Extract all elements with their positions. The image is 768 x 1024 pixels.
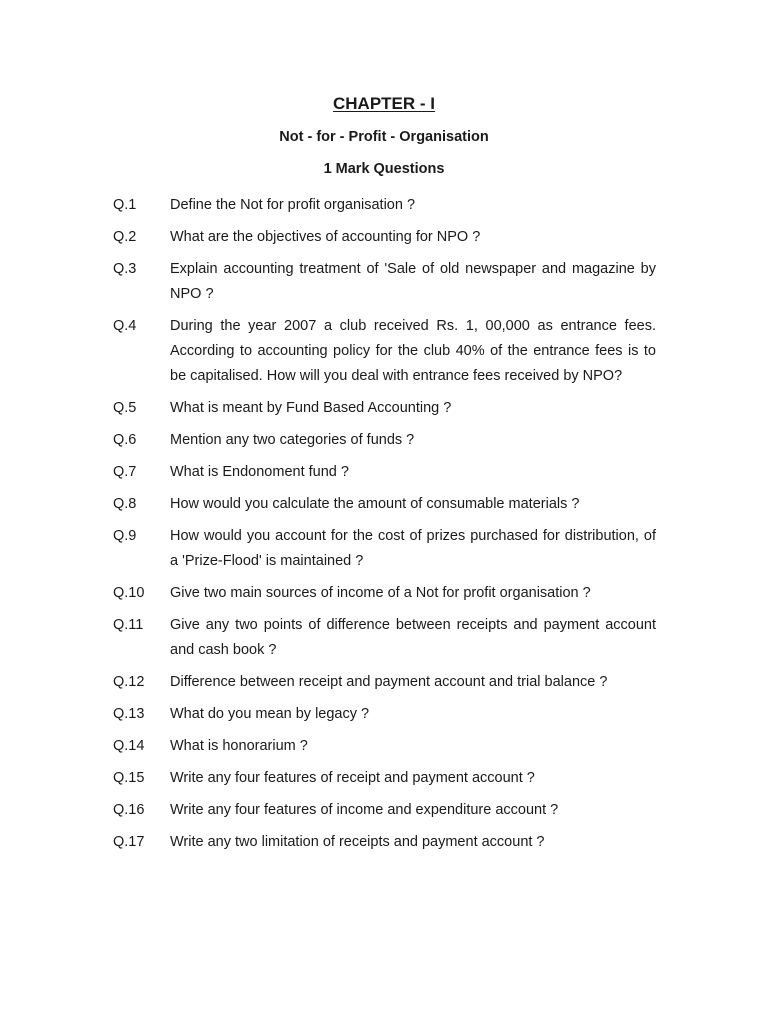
question-text: How would you calculate the amount of consumable materials ? <box>170 496 580 512</box>
question-list <box>113 193 656 862</box>
question-item <box>113 257 656 307</box>
question-text: Difference between receipt and payment account and trial balance ? <box>170 674 608 690</box>
question-number: Q.4 <box>113 318 137 334</box>
question-number: Q.8 <box>113 496 137 512</box>
question-text: During the year 2007 a club received Rs. 1, 00,000 as entrance fees. According to accounting policy for the club 40% of the entrance fees is to be capitalised. How will you deal with entrance fees received by NPO? <box>170 318 656 384</box>
question-number: Q.17 <box>113 834 145 850</box>
section-title: 1 Mark Questions <box>323 161 445 177</box>
question-number: Q.5 <box>113 400 137 416</box>
question-text: Write any two limitation of receipts and payment account ? <box>170 834 545 850</box>
chapter-title: CHAPTER - I <box>333 94 435 113</box>
question-item <box>113 193 656 218</box>
question-text: What is meant by Fund Based Accounting ? <box>170 400 452 416</box>
question-number: Q.9 <box>113 528 137 544</box>
question-text: Write any four features of receipt and payment account ? <box>170 770 535 786</box>
question-number: Q.14 <box>113 738 145 754</box>
question-text: What do you mean by legacy ? <box>170 706 370 722</box>
question-number: Q.6 <box>113 432 137 448</box>
question-number: Q.3 <box>113 261 137 277</box>
question-item <box>113 428 656 453</box>
question-item <box>113 766 656 791</box>
question-item <box>113 492 656 517</box>
question-text: Give two main sources of income of a Not for profit organisation ? <box>170 585 591 601</box>
question-number: Q.11 <box>113 617 144 633</box>
question-item <box>113 734 656 759</box>
question-number: Q.10 <box>113 585 145 601</box>
question-item <box>113 225 656 250</box>
question-text: Write any four features of income and expenditure account ? <box>170 802 559 818</box>
question-item <box>113 524 656 574</box>
question-text: What are the objectives of accounting for NPO ? <box>170 229 481 245</box>
question-number: Q.7 <box>113 464 137 480</box>
question-text: What is Endonoment fund ? <box>170 464 349 480</box>
question-number: Q.1 <box>113 197 137 213</box>
question-number: Q.13 <box>113 706 145 722</box>
question-item <box>113 702 656 727</box>
question-text: Give any two points of difference between receipts and payment account and cash book ? <box>170 617 656 658</box>
question-item <box>113 460 656 485</box>
question-item <box>113 613 656 663</box>
question-text: Explain accounting treatment of 'Sale of old newspaper and magazine by NPO ? <box>170 261 656 302</box>
question-number: Q.15 <box>113 770 145 786</box>
question-text: What is honorarium ? <box>170 738 308 754</box>
question-text: Mention any two categories of funds ? <box>170 432 415 448</box>
question-item <box>113 830 656 855</box>
question-number: Q.2 <box>113 229 137 245</box>
question-number: Q.12 <box>113 674 145 690</box>
question-item <box>113 670 656 695</box>
question-number: Q.16 <box>113 802 145 818</box>
chapter-subtitle: Not - for - Profit - Organisation <box>279 129 489 145</box>
question-text: How would you account for the cost of prizes purchased for distribution, of a 'Prize-Flood' is maintained ? <box>170 528 656 569</box>
question-item <box>113 396 656 421</box>
question-item <box>113 581 656 606</box>
question-text: Define the Not for profit organisation ? <box>170 197 416 213</box>
question-item <box>113 314 656 389</box>
question-item <box>113 798 656 823</box>
